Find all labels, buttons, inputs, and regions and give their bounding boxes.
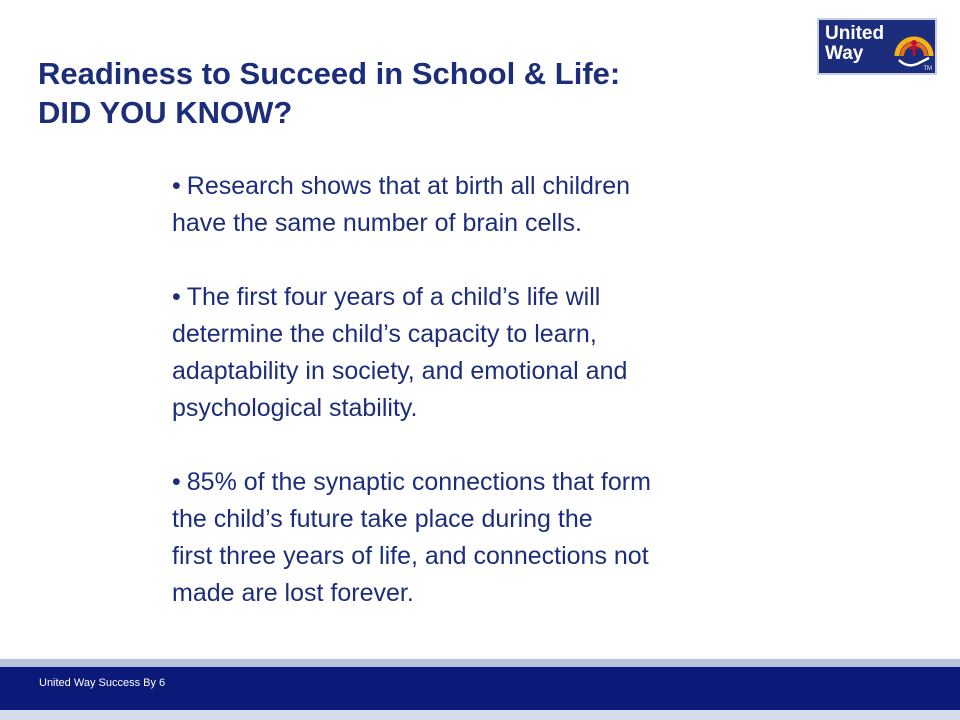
bullet-1-line-1: Research shows that at birth all children <box>186 172 631 200</box>
footer-bar <box>0 667 960 710</box>
logo-trademark: TM <box>923 66 932 72</box>
logo-wordmark <box>825 24 884 64</box>
bullet-marker: • <box>172 283 181 311</box>
footer-bottom-strip <box>0 710 960 720</box>
bullet-2-line-3: adaptability in society, and emotional and <box>172 357 628 385</box>
bullet-2-line-1: The first four years of a child’s life will <box>186 283 601 311</box>
bullet-list <box>172 168 812 612</box>
bullet-item <box>172 279 812 427</box>
united-way-logo <box>817 18 937 75</box>
bullet-3-line-3: first three years of life, and connections not <box>172 542 649 570</box>
logo-word-united: United <box>825 23 885 44</box>
bullet-2-line-2: determine the child’s capacity to learn, <box>172 320 597 348</box>
logo-word-way: Way <box>825 43 864 64</box>
slide-title <box>38 54 798 132</box>
bullet-3-line-1: 85% of the synaptic connections that form <box>186 468 651 496</box>
bullet-1-line-2: have the same number of brain cells. <box>172 209 582 237</box>
bullet-3-line-2: the child’s future take place during the <box>172 505 593 533</box>
bullet-2-line-4: psychological stability. <box>172 394 418 422</box>
bullet-item <box>172 464 812 612</box>
bullet-3-line-4: made are lost forever. <box>172 579 414 607</box>
slide-title-line-2: DID YOU KNOW? <box>38 95 293 130</box>
hand-rainbow-person-icon <box>893 26 935 70</box>
footer-accent-strip <box>0 659 960 667</box>
footer-text: United Way Success By 6 <box>39 677 166 689</box>
bullet-marker: • <box>172 172 181 200</box>
slide-title-line-1: Readiness to Succeed in School & Life: <box>38 56 621 91</box>
bullet-marker: • <box>172 468 181 496</box>
bullet-item <box>172 168 812 242</box>
